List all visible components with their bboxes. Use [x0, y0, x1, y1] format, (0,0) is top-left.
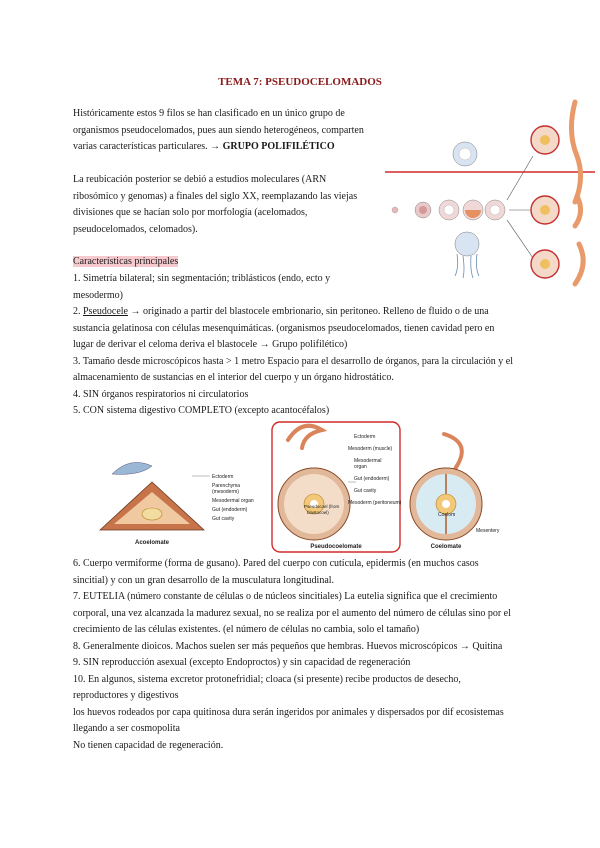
feature-6-line-2: sincitial) y con un gran desarrollo de la musculatura longitudinal.: [73, 574, 335, 586]
label-coelom: Coelom: [438, 512, 456, 518]
feature-4: 4. SIN órganos respiratorios ni circulatorios: [73, 388, 249, 400]
feature-2-line-1: → originado a partir del blastocele embrionario, sin peritoneo. Relleno de fluido o de una: [128, 306, 489, 317]
label-pseudocoel-b: blastocoel): [307, 510, 329, 515]
feature-10-line-2: reproductores y digestivos: [73, 690, 179, 701]
relocation-line-2: ribosómico y genomas) a finales del siglo XX, reemplazando las viejas: [73, 190, 358, 202]
features-list-top: [73, 271, 513, 420]
label-gut-endoderm-a: Gut (endoderm): [212, 507, 248, 513]
label-coelomate: Coelomate: [430, 544, 462, 550]
intro-line-1: Históricamente estos 9 filos se han clasificado en un único grupo de: [73, 108, 345, 119]
label-ectoderm-a: Ectoderm: [212, 474, 234, 480]
feature-2-line-3: lugar de derivar el celoma deriva el blastocele → Grupo polifilético): [73, 339, 348, 350]
label-gut-cavity-b: Gut cavity: [354, 488, 377, 494]
intro-line-2: organismos pseudocelomados, pues aun siendo heterogéneos, comparten: [73, 124, 364, 136]
label-ectoderm-b: Ectoderm: [354, 434, 376, 440]
intro-paragraph: [73, 106, 364, 156]
label-mesodermal-organ-b: Mesodermal: [354, 458, 382, 464]
body-plan-figure: [92, 420, 502, 554]
label-mesoderm-peritoneum: Mesoderm (peritoneum): [348, 500, 402, 506]
feature-3-line-1: 3. Tamaño desde microscópicos hasta > 1 metro Espacio para el desarrollo de órganos, para la circulación y el: [73, 355, 513, 367]
features-heading: Características principales: [73, 256, 179, 267]
feature-7-line-3: crecimiento de las células existentes. (el número de células no cambia, solo el tamaño): [73, 624, 420, 635]
label-pseudocoel: Pseudocoel (from: [304, 504, 340, 509]
label-pseudocoelomate: Pseudocoelomate: [310, 544, 362, 550]
label-parenchyma-sub: (mesoderm): [212, 489, 239, 495]
extra-line-1: los huevos rodeados por capa quitinosa dura serán ingeridos por animales y dispersados por dif ecosistemas: [73, 706, 504, 718]
label-gut-cavity-a: Gut cavity: [212, 516, 235, 522]
feature-9: 9. SIN reproducción asexual (excepto Endoproctos) y sin capacidad de regeneración: [73, 657, 411, 668]
feature-6-line-1: 6. Cuerpo vermiforme (forma de gusano). Pared del cuerpo con cutícula, epidermis (en muchos casos: [73, 558, 479, 569]
relocation-line-4: pseudocelomados, celomados).: [73, 223, 198, 235]
coelomate-diagram: [410, 434, 500, 550]
feature-7-line-1: 7. EUTELIA (número constante de células o de núcleos sincitiales) La eutelia significa que el crecimiento: [73, 591, 498, 602]
extra-line-3: No tienen capacidad de regeneración.: [73, 739, 224, 751]
embryology-figure: [385, 96, 595, 288]
feature-7-line-2: corporal, una vez alcanzada la madurez sexual, no se realiza por el aumento del número de células sino por el: [73, 607, 511, 619]
polyphyletic-label: GRUPO POLIFILÉTICO: [220, 141, 335, 152]
relocation-paragraph: [73, 172, 357, 238]
relocation-line-3: divisiones que se hacían solo por morfología (acelomados,: [73, 207, 308, 218]
relocation-line-1: La reubicación posterior se debió a estudios moleculares (ARN: [73, 174, 327, 185]
label-mesodermal-organ-b2: organ: [354, 464, 367, 470]
feature-2-prefix: 2.: [73, 306, 83, 317]
pseudocele-term: Pseudocele: [83, 306, 128, 317]
feature-1-line-1: 1. Simetría bilateral; sin segmentación; triblásticos (endo, ecto y: [73, 273, 331, 284]
label-mesoderm-muscle: Mesoderm (muscle): [348, 446, 393, 452]
acoelomate-diagram: [100, 462, 254, 546]
page-title: TEMA 7: PSEUDOCELOMADOS: [218, 76, 382, 88]
feature-2-line-2: sustancia gelatinosa con células mesenquimáticas. (organismos pseudocelomados, tienen cavidad pero en: [73, 322, 495, 334]
feature-3-line-2: almacenamiento de sustancias en el interior del cuerpo y un órgano hidrostático.: [73, 372, 394, 383]
label-acoelomate: Acoelomate: [134, 540, 170, 546]
features-list-bottom: [73, 556, 511, 754]
feature-8: 8. Generalmente dioicos. Machos suelen ser más pequeños que hembras. Huevos microscópicos → Quitina: [73, 640, 503, 652]
feature-1-line-2: mesodermo): [73, 289, 123, 301]
intro-line-3: varias características particulares. →: [73, 141, 221, 152]
features-heading-wrap: [73, 254, 178, 271]
feature-10-line-1: 10. En algunos, sistema excretor protonefridial; cloaca (si presente) recibe productos de desecho,: [73, 673, 461, 685]
extra-line-2: llegando a ser cosmopolita: [73, 723, 180, 734]
label-mesentery: Mesentery: [476, 528, 500, 534]
feature-5: 5. CON sistema digestivo COMPLETO (excepto acantocéfalos): [73, 405, 330, 416]
label-gut-endoderm-b: Gut (endoderm): [354, 476, 390, 482]
label-parenchyma: Parenchyma: [212, 483, 241, 489]
pseudocoelomate-diagram: [272, 422, 402, 552]
label-mesodermal-organ-a: Mesodermal organ: [212, 498, 254, 504]
